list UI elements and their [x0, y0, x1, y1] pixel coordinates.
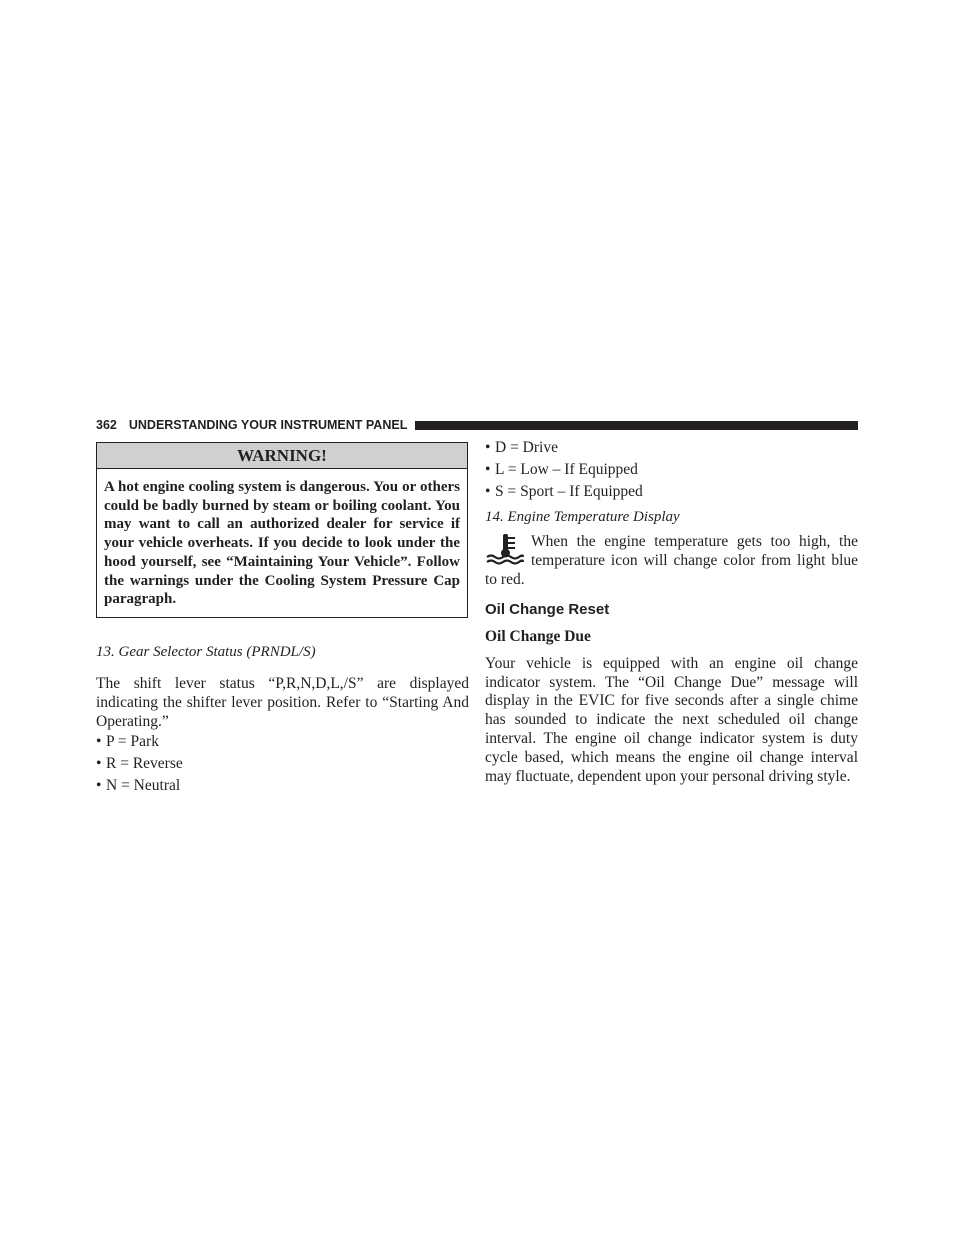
list-item [485, 437, 858, 459]
list-item-text: N = Neutral [106, 776, 181, 794]
page-header [96, 417, 858, 433]
gear-list-right [485, 437, 858, 502]
engine-temp-paragraph: When the engine temperature gets too high, the temperature icon will change color from light blue to red. [485, 533, 858, 588]
warning-title: WARNING! [97, 443, 467, 469]
page-number: 362 [96, 418, 117, 432]
section-title: UNDERSTANDING YOUR INSTRUMENT PANEL [128, 418, 408, 432]
bullet-glyph: • [96, 755, 102, 773]
gear-selector-heading: 13. Gear Selector Status (PRNDL/S) [96, 643, 316, 660]
warning-box [96, 442, 468, 618]
gear-selector-paragraph: The shift lever status “P,R,N,D,L,/S” are displayed indicating the shifter lever position. Refer to “Starting And Operating.” [96, 674, 469, 730]
list-item [485, 459, 858, 481]
bullet-glyph: • [96, 776, 102, 794]
warning-text: A hot engine cooling system is dangerous. You or others could be badly burned by steam or boiling coolant. You may want to call an authorized dealer for service if your vehicle overheats. If you decide to look under the hood yourself, see “Maintaining Your Vehicle”. Follow the warnings under the Cooling System Pressure Cap paragraph. [104, 479, 460, 608]
bullet-glyph: • [485, 460, 491, 478]
header-rule [415, 421, 858, 430]
list-item-text: D = Drive [495, 439, 558, 456]
bullet-glyph: • [96, 733, 102, 751]
list-item [96, 753, 469, 775]
list-item-text: P = Park [106, 733, 159, 751]
oil-change-reset-heading: Oil Change Reset [485, 600, 610, 618]
bullet-glyph: • [485, 439, 491, 456]
engine-temp-heading: 14. Engine Temperature Display [485, 509, 680, 526]
left-column [96, 442, 469, 797]
oil-change-paragraph: Your vehicle is equipped with an engine oil change indicator system. The “Oil Change Due” message will display in the EVIC for five seconds after a single chime has sounded to indicate the next scheduled oil change interval. The engine oil change indicator system is duty cycle based, which means the engine oil change interval may fluctuate, dependent upon your personal driving style. [485, 654, 858, 785]
list-item [96, 775, 469, 797]
engine-temp-block [485, 533, 858, 589]
list-item [96, 731, 469, 753]
oil-change-due-heading: Oil Change Due [485, 627, 591, 645]
list-item [485, 481, 858, 503]
bullet-glyph: • [485, 482, 491, 500]
list-item-text: S = Sport – If Equipped [495, 482, 643, 500]
right-column [485, 437, 858, 786]
list-item-text: R = Reverse [106, 755, 183, 773]
list-item-text: L = Low – If Equipped [495, 460, 638, 478]
engine-temperature-icon [485, 533, 525, 567]
gear-list-left [96, 731, 469, 796]
